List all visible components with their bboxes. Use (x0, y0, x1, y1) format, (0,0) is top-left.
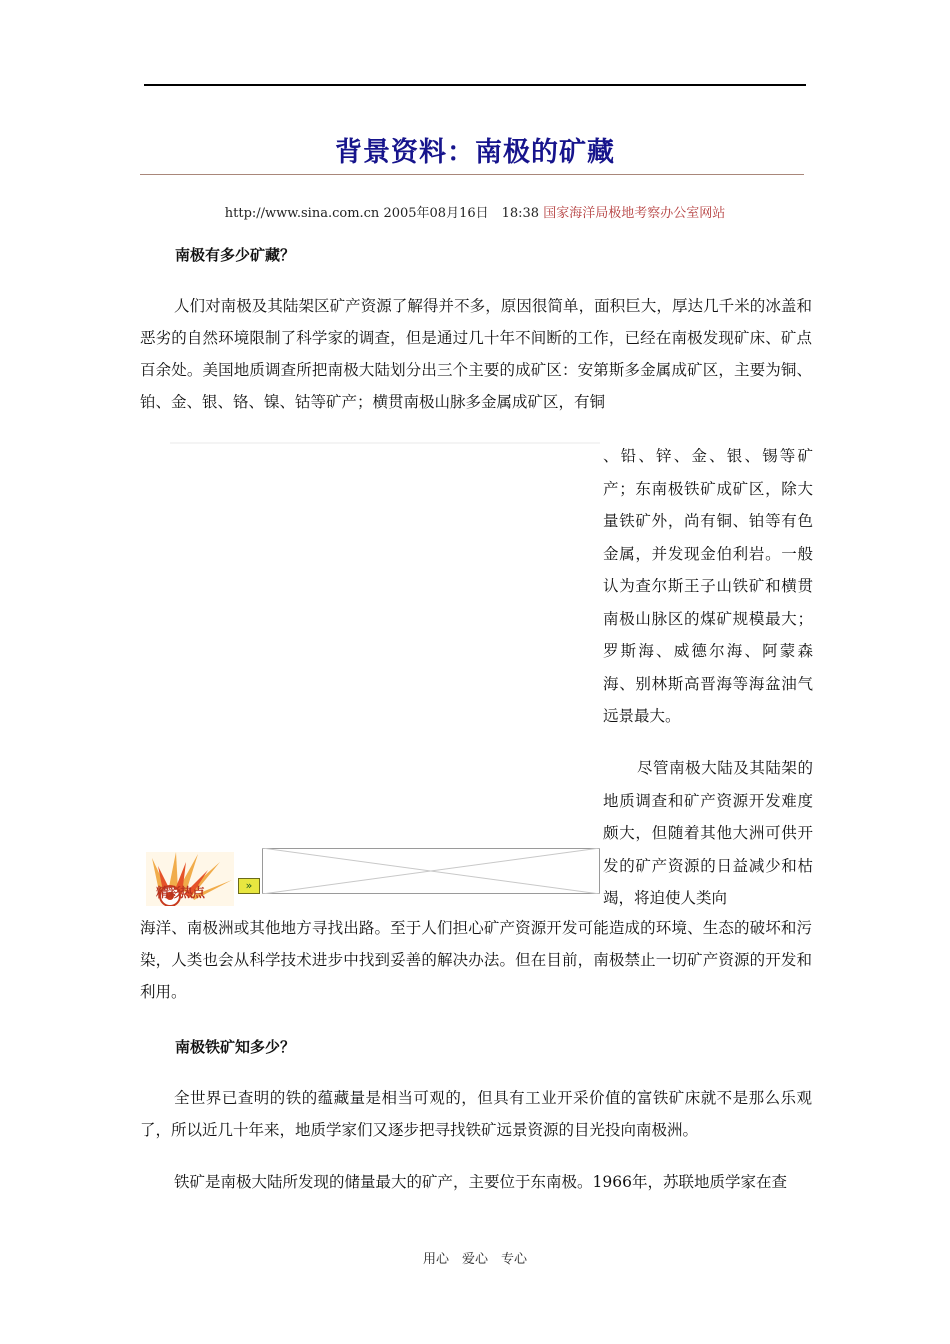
arrow-right-icon: » (245, 879, 253, 892)
side-column-text-2: 尽管南极大陆及其陆架的地质调查和矿产资源开发难度颇大，但随着其他大洲可供开发的矿产资源的日益减少和枯竭，将迫使人类向 (603, 759, 813, 907)
title-divider (140, 174, 804, 175)
source-org-link[interactable]: 国家海洋局极地考察办公室网站 (543, 206, 726, 221)
section-heading-2: 南极铁矿知多少？ (175, 1038, 296, 1056)
top-rule (144, 84, 806, 86)
side-column-text-1: 、铅、锌、金、银、锡等矿产；东南极铁矿成矿区，除大量铁矿外，尚有铜、铂等有色金属，并发现金伯利岩。一般认为查尔斯王子山铁矿和横贯南极山脉区的煤矿规模最大；罗斯海、威德尔海、阿蒙森海、别林斯高晋海等海盆油气远景最大。 (603, 447, 813, 725)
section-heading-1: 南极有多少矿藏？ (175, 246, 296, 264)
more-arrow-button[interactable] (238, 878, 260, 894)
paragraph-3: 全世界已查明的铁的蕴藏量是相当可观的，但具有工业开采价值的富铁矿床就不是那么乐观了，所以近几十年来，地质学家们又逐步把寻找铁矿远景资源的目光投向南极洲。 (140, 1089, 812, 1139)
source-line (0, 202, 950, 221)
paragraph-2: 海洋、南极洲或其他地方寻找出路。至于人们担心矿产资源开发可能造成的环境、生态的破坏和污染，人类也会从科学技术进步中找到妥善的解决办法。但在目前，南极禁止一切矿产资源的开发和利用。 (140, 919, 812, 1001)
page-title: 背景资料：南极的矿藏 (335, 137, 615, 168)
embedded-ad-area (170, 442, 600, 444)
paragraph-4: 铁矿是南极大陆所发现的储量最大的矿产，主要位于东南极。1966年，苏联地质学家在查 (174, 1173, 787, 1191)
paragraph-1: 人们对南极及其陆架区矿产资源了解得并不多，原因很简单，面积巨大，厚达几千米的冰盖和恶劣的自然环境限制了科学家的调查，但是通过几十年不间断的工作，已经在南极发现矿床、矿点百余处。美国地质调查所把南极大陆划分出三个主要的成矿区：安第斯多金属成矿区，主要为铜、铂、金、银、铬、镍、钴等矿产；横贯南极山脉多金属成矿区，有铜 (140, 297, 812, 411)
source-date: http://www.sina.com.cn 2005年08月16日 18:38 (224, 206, 540, 221)
broken-image-placeholder (262, 848, 600, 894)
logo-text: 精彩热点 (156, 886, 205, 901)
page-footer: 用心 爱心 专心 (422, 1252, 527, 1267)
hot-topics-logo[interactable] (146, 852, 234, 906)
